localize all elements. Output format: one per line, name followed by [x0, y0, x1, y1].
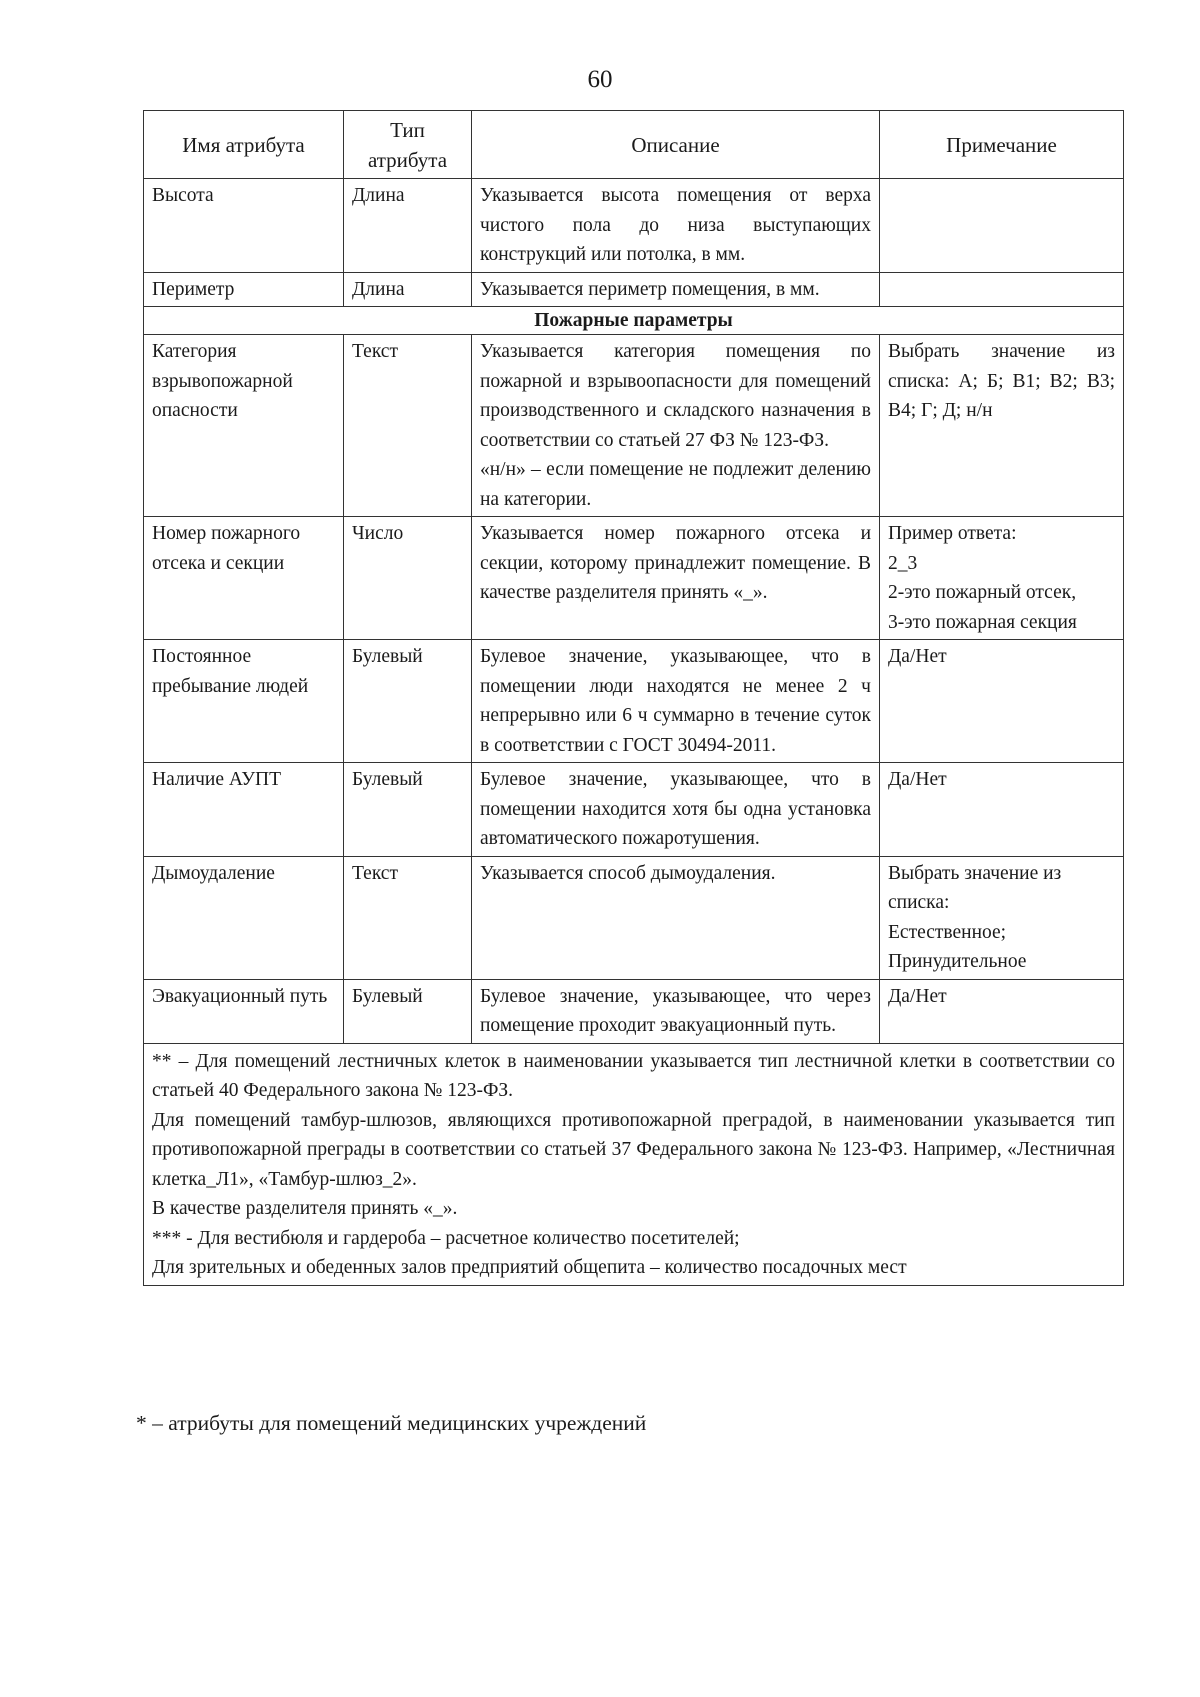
cell-note: Да/Нет [880, 763, 1124, 857]
note-line: Пример ответа: [888, 523, 1017, 544]
note-paragraph: *** - Для вестибюля и гардероба – расчетное количество посетителей; [152, 1227, 740, 1249]
table-row [144, 856, 1124, 979]
note-line: Естественное; [888, 921, 1007, 943]
cell-type: Длина [344, 272, 472, 307]
cell-type: Число [344, 517, 472, 640]
note-line: 3-это пожарная секция [888, 611, 1077, 633]
cell-note [880, 179, 1124, 273]
table-row [144, 179, 1124, 273]
cell-description: Указывается способ дымоудаления. [472, 856, 880, 979]
cell-note [880, 272, 1124, 307]
table-row [144, 640, 1124, 763]
section-title: Пожарные параметры [144, 307, 1124, 335]
header-name: Имя атрибута [144, 111, 344, 179]
cell-description: Булевое значение, указывающее, что в помещении находится хотя бы одна установка автоматического пожаротушения. [472, 763, 880, 857]
note-line: 2_3 [888, 552, 918, 574]
cell-type: Булевый [344, 763, 472, 857]
cell-description [472, 335, 880, 517]
cell-name: Периметр [144, 272, 344, 307]
cell-type: Булевый [344, 979, 472, 1043]
header-note: Примечание [880, 111, 1124, 179]
cell-name: Категория взрывопожарной опасности [144, 335, 344, 517]
cell-note [880, 856, 1124, 979]
table-row [144, 272, 1124, 307]
cell-type: Текст [344, 856, 472, 979]
cell-note: Выбрать значение из списка: А; Б; В1; В2; В3; В4; Г; Д; н/н [880, 335, 1124, 517]
cell-description: Булевое значение, указывающее, что через помещение проходит эвакуационный путь. [472, 979, 880, 1043]
table-header-row [144, 111, 1124, 179]
table-row [144, 979, 1124, 1043]
cell-name: Дымоудаление [144, 856, 344, 979]
cell-name: Постоянное пребывание людей [144, 640, 344, 763]
description-text: Указывается категория помещения по пожарной и взрывоопасности для помещений производственного и складского назначения в соответствии со статьей 27 ФЗ № 123-ФЗ. [480, 341, 871, 451]
cell-name: Номер пожарного отсека и секции [144, 517, 344, 640]
header-type: Тип атрибута [344, 111, 472, 179]
page-number: 60 [587, 66, 613, 93]
cell-note [880, 517, 1124, 640]
section-row [144, 307, 1124, 335]
cell-description: Булевое значение, указывающее, что в помещении люди находятся не менее 2 ч непрерывно или 6 ч суммарно в течение суток в соответствии с ГОСТ 30494-2011. [472, 640, 880, 763]
description-extra: «н/н» – если помещение не подлежит делению на категории. [480, 459, 871, 510]
table-row [144, 517, 1124, 640]
cell-note: Да/Нет [880, 640, 1124, 763]
cell-name: Высота [144, 179, 344, 273]
notes-row [144, 1043, 1124, 1285]
cell-type: Длина [344, 179, 472, 273]
header-description: Описание [472, 111, 880, 179]
cell-name: Эвакуационный путь [144, 979, 344, 1043]
cell-name: Наличие АУПТ [144, 763, 344, 857]
cell-description: Указывается периметр помещения, в мм. [472, 272, 880, 307]
cell-type: Текст [344, 335, 472, 517]
cell-note: Да/Нет [880, 979, 1124, 1043]
footnote: * – атрибуты для помещений медицинских учреждений [136, 1411, 647, 1435]
cell-description: Указывается номер пожарного отсека и секции, которому принадлежит помещение. В качестве разделителя принять «_». [472, 517, 880, 640]
note-paragraph: ** – Для помещений лестничных клеток в наименовании указывается тип лестничной клетки в соответствии со статьей 40 Федерального закона № 123-ФЗ. [152, 1050, 1115, 1101]
table-row [144, 335, 1124, 517]
table-row [144, 763, 1124, 857]
note-paragraph: Для зрительных и обеденных залов предприятий общепита – количество посадочных мест [152, 1257, 907, 1278]
note-paragraph: Для помещений тамбур-шлюзов, являющихся противопожарной преградой, в наименовании указывается тип противопожарной преграды в соответствии со статьей 37 Федерального закона № 123-ФЗ. Например, «Лестничная клетка_Л1», «Тамбур-шлюз_2». [152, 1109, 1115, 1190]
cell-description: Указывается высота помещения от верха чистого пола до низа выступающих конструкций или потолка, в мм. [472, 179, 880, 273]
cell-type: Булевый [344, 640, 472, 763]
note-paragraph: В качестве разделителя принять «_». [152, 1198, 458, 1219]
notes-cell [144, 1043, 1124, 1285]
attributes-table [143, 110, 1124, 1286]
note-line: Принудительное [888, 951, 1027, 972]
note-line: Выбрать значение из списка: [888, 862, 1062, 913]
note-line: 2-это пожарный отсек, [888, 582, 1077, 603]
